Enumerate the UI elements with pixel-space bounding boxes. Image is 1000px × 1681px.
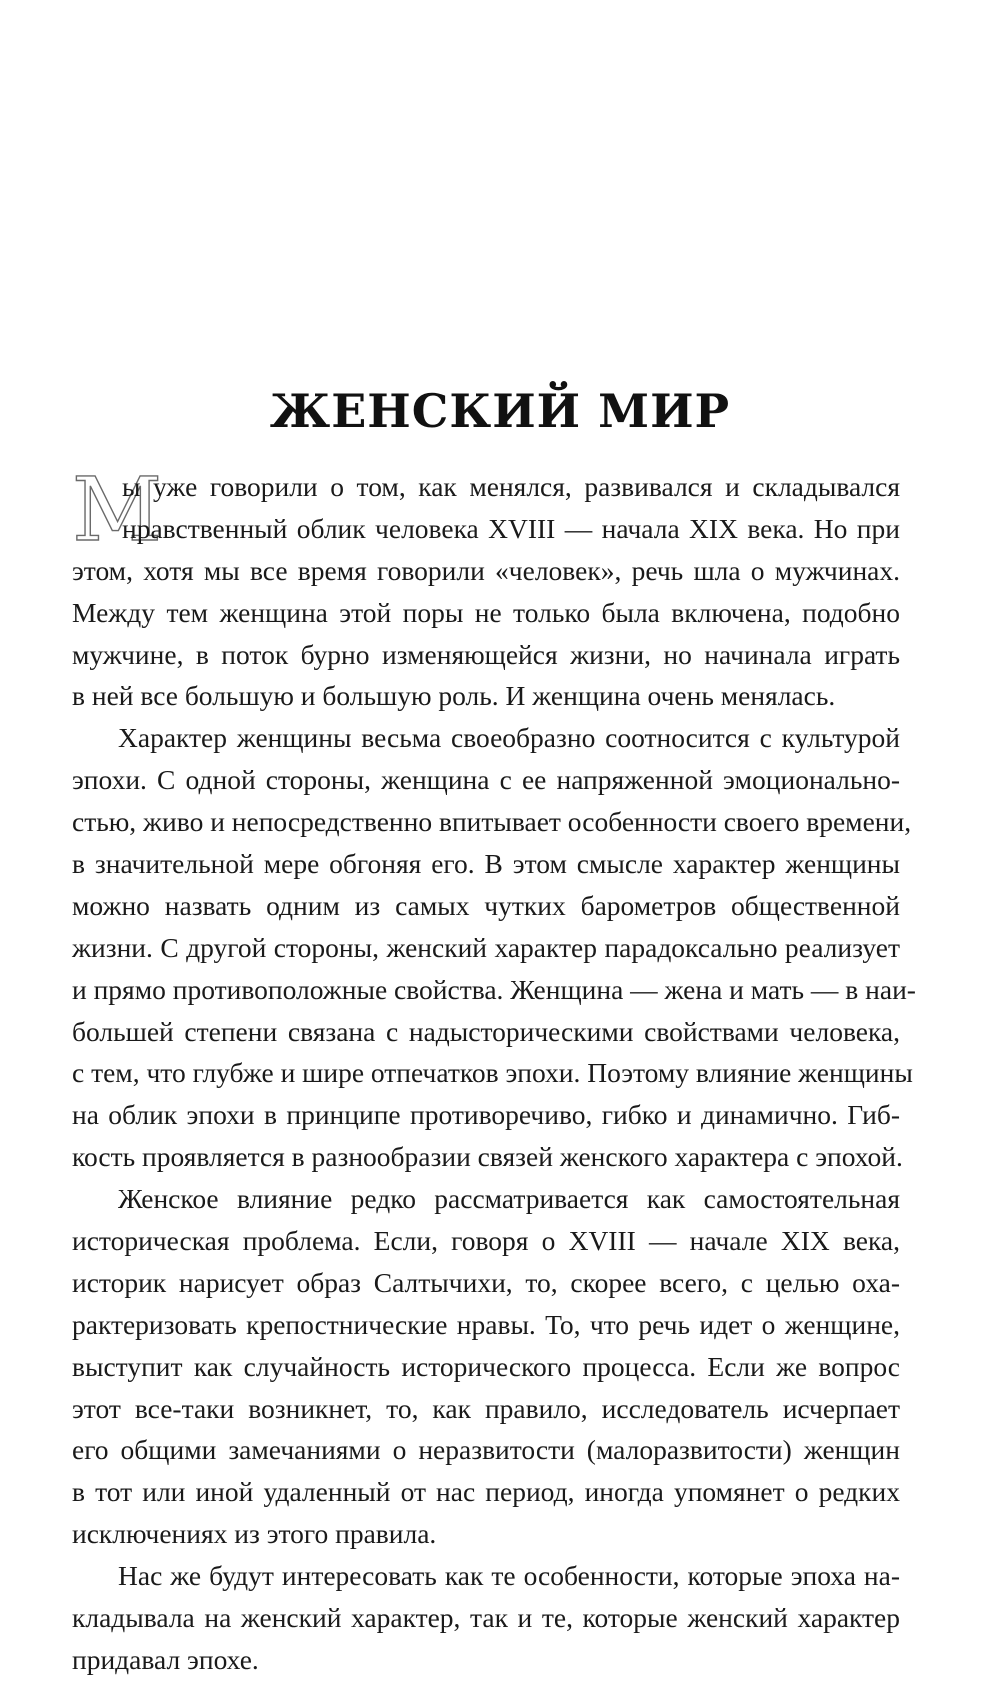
text-line: с тем, что глубже и шире отпечатков эпохи. Поэтому влияние женщины [72, 1057, 913, 1089]
text-line: эпохи. С одной стороны, женщина с ее напряженной эмоционально- [72, 764, 900, 796]
text-line: в тот или иной удаленный от нас период, иногда упомянет о редких [72, 1476, 900, 1508]
text-line: придавал эпохе. [72, 1643, 259, 1675]
chapter-title: ЖЕНСКИЙ МИР [269, 384, 731, 438]
text-line: и прямо противоположные свойства. Женщина — жена и мать — в наи- [72, 973, 916, 1005]
text-line: Между тем женщина этой поры не только была включена, подобно [72, 596, 900, 628]
paragraph-2 [72, 717, 916, 1178]
text-line: большей степени связана с надысторическими свойствами человека, [72, 1015, 900, 1047]
text-line: на облик эпохи в принципе противоречиво, гибко и динамично. Гиб- [72, 1099, 900, 1131]
text-line: кость проявляется в разнообразии связей женского характера с эпохой. [72, 1141, 903, 1173]
text-line: Женское влияние редко рассматривается как самостоятельная [118, 1183, 900, 1215]
text-line: этот все-таки возникнет, то, как правило, исследователь исчерпает [72, 1392, 900, 1424]
text-line: историческая проблема. Если, говоря о XVIII — начале XIX века, [72, 1225, 900, 1257]
text-line: этом, хотя мы все время говорили «человек», речь шла о мужчинах. [72, 554, 900, 586]
paragraph-3 [72, 1178, 900, 1555]
text-line: исключениях из этого правила. [72, 1518, 437, 1550]
text-line: мужчине, в поток бурно изменяющейся жизни, но начинала играть [72, 638, 900, 670]
text-line: стью, живо и непосредственно впитывает особенности своего времени, [72, 806, 912, 838]
paragraph-1 [72, 458, 900, 717]
drop-cap-letter: М [72, 458, 163, 561]
text-line: Характер женщины весьма своеобразно соотносится с культурой [118, 722, 900, 754]
text-line: Нас же будут интересовать как те особенности, которые эпоха на- [118, 1560, 900, 1592]
text-line: кладывала на женский характер, так и те, которые женский характер [72, 1602, 900, 1634]
text-line: ы уже говорили о том, как менялся, развивался и складывался [122, 471, 900, 502]
chapter-body [72, 458, 916, 1681]
text-line: в значительной мере обгоняя его. В этом смысле характер женщины [72, 848, 900, 880]
text-line: выступит как случайность исторического процесса. Если же вопрос [72, 1350, 900, 1382]
text-line: в ней все большую и большую роль. И женщина очень менялась. [72, 680, 836, 712]
text-line: можно назвать одним из самых чутких барометров общественной [72, 889, 900, 921]
text-line: его общими замечаниями о неразвитости (малоразвитости) женщин [72, 1434, 900, 1466]
text-line: жизни. С другой стороны, женский характер парадоксально реализует [72, 931, 900, 963]
text-line: историк нарисует образ Салтычихи, то, скорее всего, с целью оха- [72, 1266, 900, 1298]
text-line: нравственный облик человека XVIII — начала XIX века. Но при [122, 512, 900, 544]
paragraph-4 [72, 1555, 900, 1681]
text-line: рактеризовать крепостнические нравы. То, что речь идет о женщине, [72, 1308, 900, 1340]
